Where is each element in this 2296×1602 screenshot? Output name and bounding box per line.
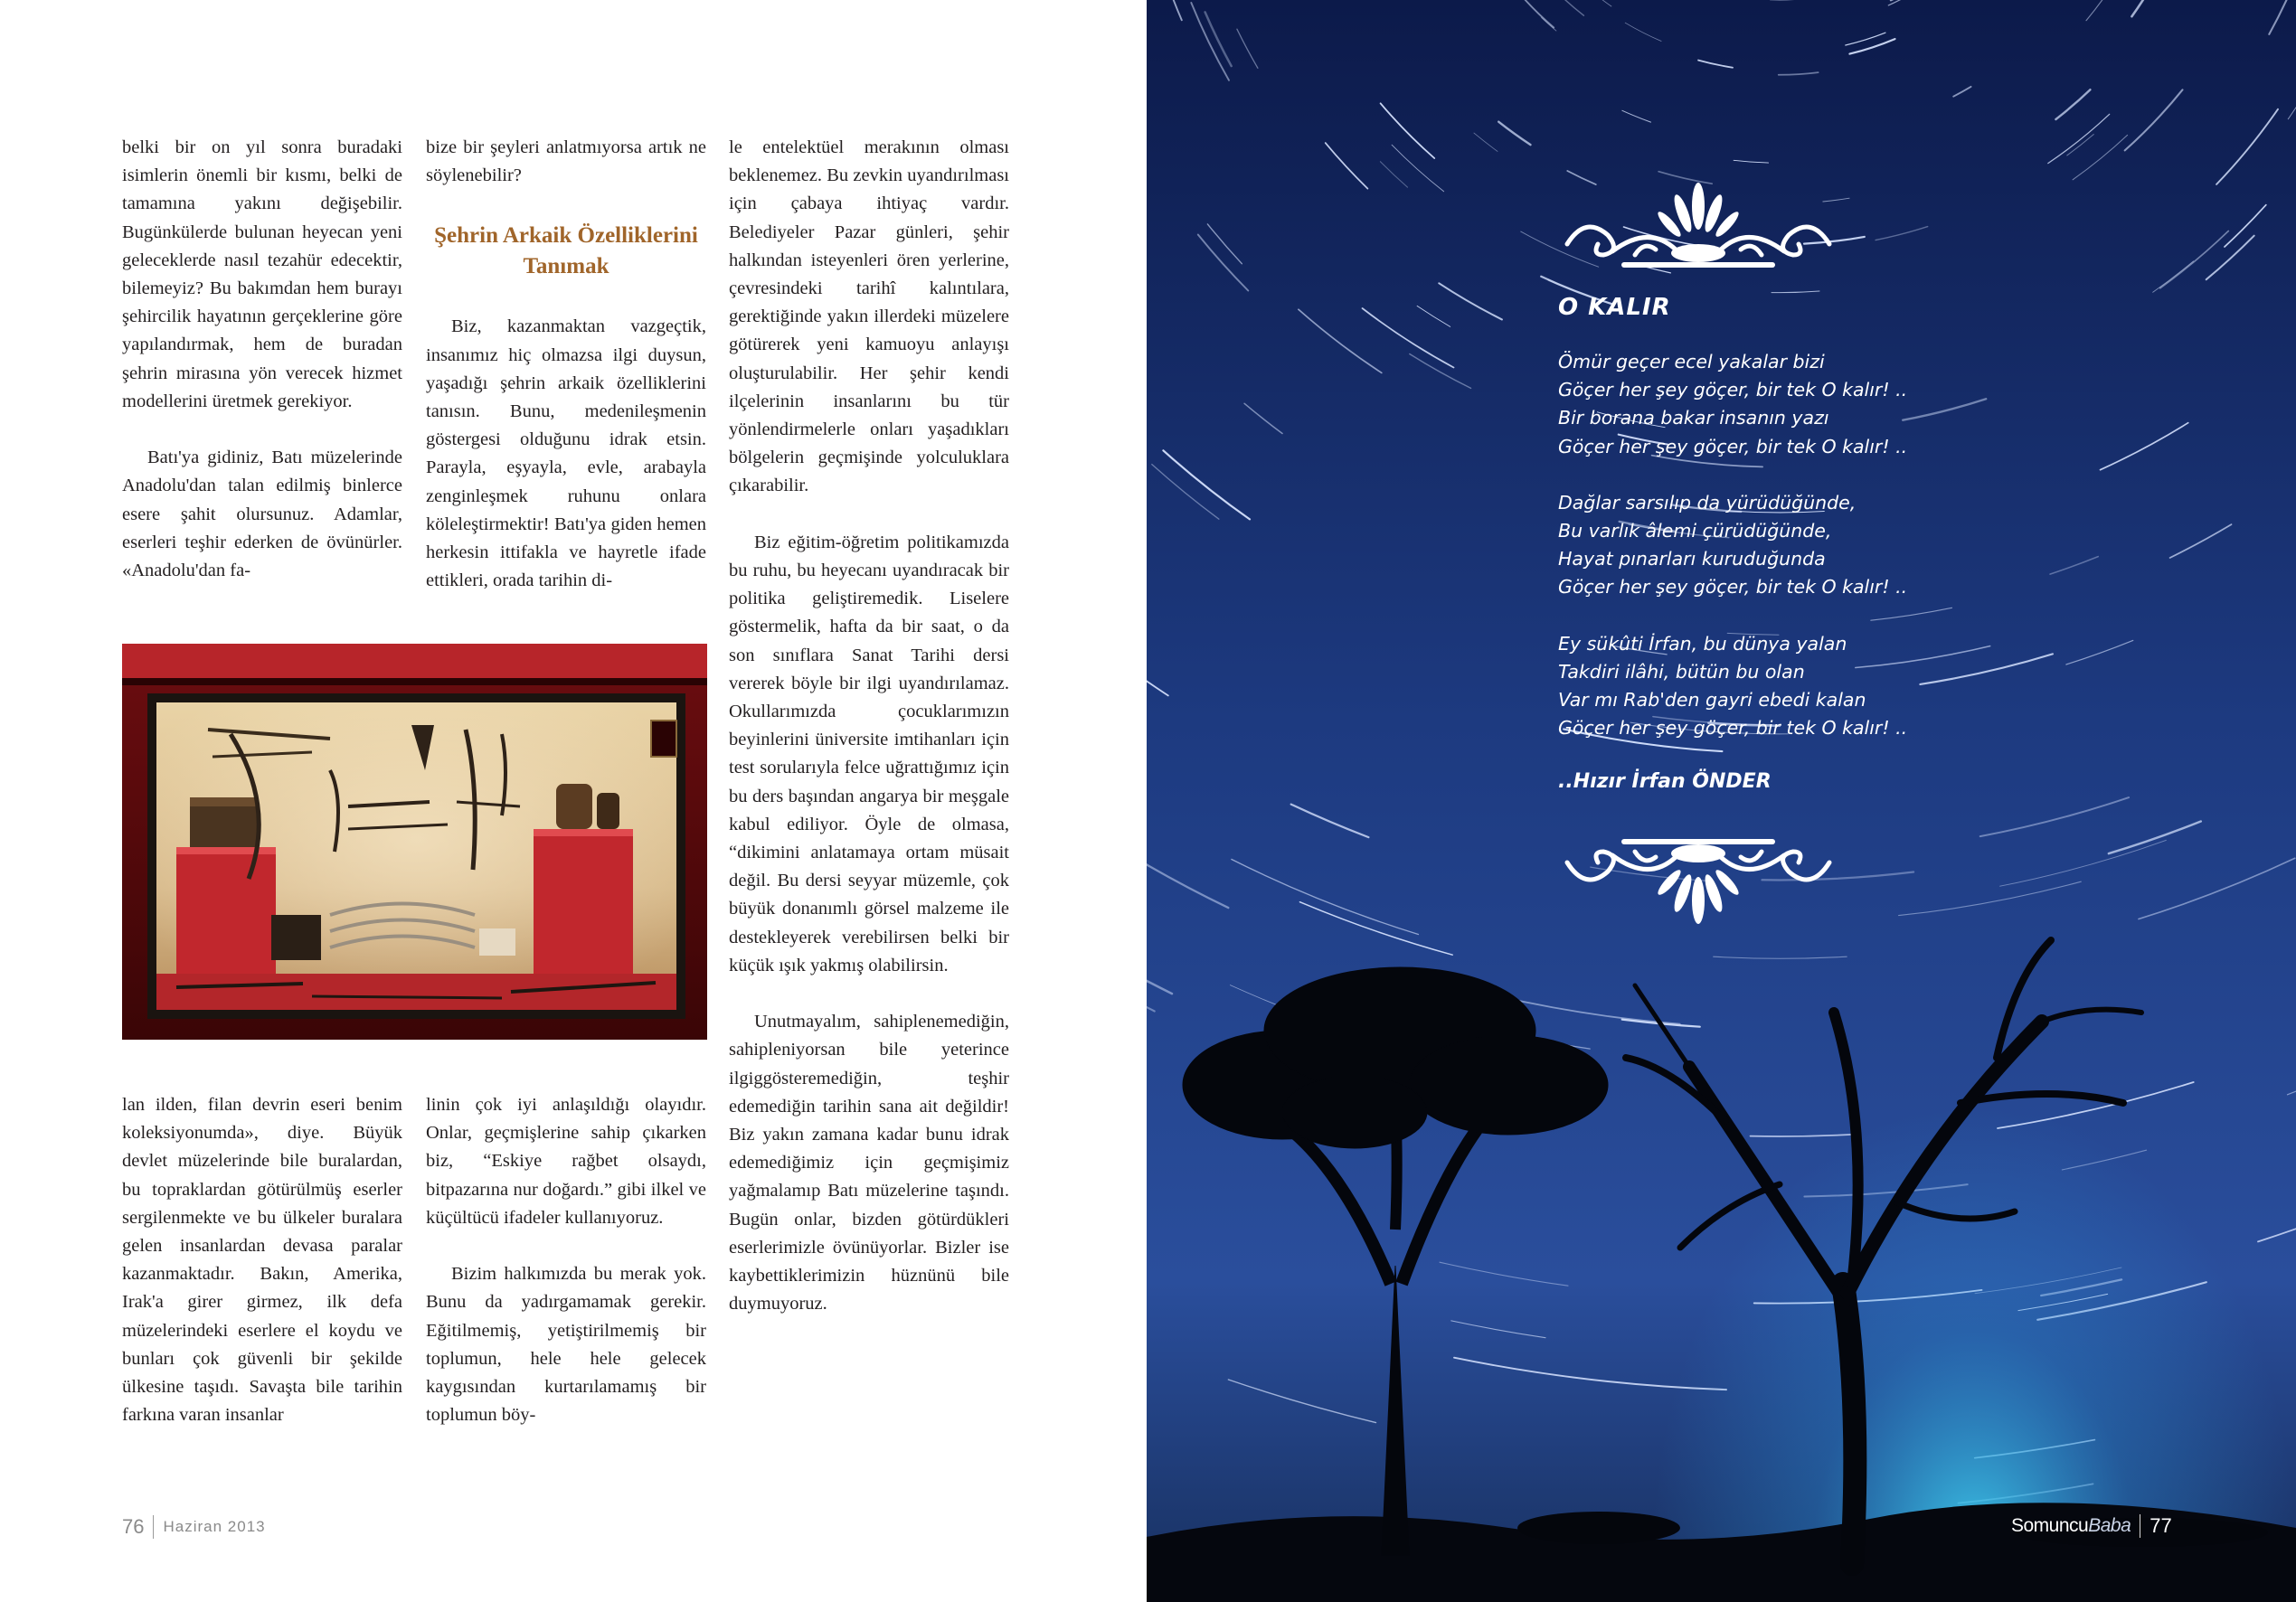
- page-number: 77: [2150, 1514, 2172, 1537]
- poem-title: O KALIR: [1558, 294, 1671, 321]
- floral-ornament-icon: [1558, 828, 1838, 928]
- paragraph: Biz, kazanmaktan vazgeçtik, insanımız hiç olmazsa ilgi duysun, yaşadığı şehrin arkaik özelliklerini tanısın. Bunu, medenileşmenin göstergesi olduğunu idrak etsin. Parayla, eşyayla, evle, arabayla zenginleşmek ruhunu onlara köleleştirmektir! Batı'ya giden hemen herkesin ittifakla ve hayretle ifade ettikleri, orada tarihin di-: [426, 316, 706, 591]
- poem-line: Göçer her şey göçer, bir tek O kalır! ..: [1558, 576, 1908, 598]
- paragraph: Unutmayalım, sahiplenemediğin, sahipleniyorsan bile yeterince ilgiggösteremediğin, teşhir edemediğin tarihin sana ait değildir! Biz yakın zamana kadar bunu idrak edemediğimiz için geçmişimiz yağmalamıp Batı müzelerine taşındı. Bugün onlar, bizden götürdükleri eserlerimizle övünüyorlar. Bizler ise kaybettiklerimizin hüznünü bile duymuyoruz.: [729, 1012, 1009, 1315]
- right-page: [1147, 0, 2296, 1602]
- paragraph: Biz eğitim-öğretim politikamızda bu ruhu, bu heyecanı uyandıracak bir politika geliştiremedik. Liselere göstermelik, hafta da bir saat, o da son sınıflara Sanat Tarihi dersi vererek böyle bir ilgi uyandırılamaz. Okullarımızda çocuklarımızın beyinlerini üniversite imtihanları için test sorularıyla felce uğrattığımız için bu ders başından angarya bir meşgale kabul ediliyor. Öyle de olmasa, “dikimini anlatamaya ortam müsait değil. Bu dersi seyyar müzemle, çok büyük donanımlı görsel malzeme ile destekleyerek verebilirsen belki bir küçük ışık yakmış olabilirsin.: [729, 532, 1009, 975]
- magazine-brand-part1: Somuncu: [2011, 1515, 2089, 1536]
- poem-stanza: [1558, 489, 1956, 602]
- paragraph: bize bir şeyleri anlatmıyorsa artık ne söylenebilir?: [426, 137, 706, 186]
- poem-block: [1558, 294, 1956, 793]
- magazine-brand-part2: Baba: [2088, 1515, 2131, 1536]
- floral-ornament-icon: [1558, 179, 1838, 278]
- poem-line: Bu varlık âlemi çürüdüğünde,: [1558, 520, 1832, 542]
- museum-display-photo: [122, 644, 707, 1040]
- poem-stanza: [1558, 630, 1956, 743]
- article-column-2-top: [426, 134, 706, 595]
- museum-showcase-image: [122, 644, 707, 1040]
- poem-line: Göçer her şey göçer, bir tek O kalır! ..: [1558, 379, 1908, 401]
- poem-line: Ey sükûti İrfan, bu dünya yalan: [1558, 632, 1847, 655]
- poem-author: ..Hızır İrfan ÖNDER: [1558, 770, 1772, 794]
- poem-line: Hayat pınarları kuruduğunda: [1558, 548, 1826, 570]
- poem-line: Dağlar sarsılıp da yürüdüğünde,: [1558, 491, 1857, 514]
- article-column-1-top: [122, 134, 402, 585]
- paragraph: Batı'ya gidiniz, Batı müzelerinde Anadolu'dan talan edilmiş binlerce esere şahit olursunuz. Adamlar, eserleri teşhir ederken de övünürler. «Anadolu'dan fa-: [122, 448, 402, 581]
- poem-line: Takdiri ilâhi, bütün bu olan: [1558, 660, 1805, 683]
- poem-stanza: [1558, 348, 1956, 461]
- article-column-2-bottom: [426, 1091, 706, 1429]
- issue-date: Haziran 2013: [163, 1518, 266, 1535]
- page-number: 76: [122, 1515, 145, 1538]
- left-page: [0, 0, 1147, 1602]
- section-heading: Şehrin Arkaik Özelliklerini Tanımak: [434, 223, 698, 279]
- poem-line: Var mı Rab'den gayri ebedi kalan: [1558, 689, 1866, 711]
- paragraph: Bizim halkımızda bu merak yok. Bunu da yadırgamamak gerekir. Eğitilmemiş, yetiştirilmemiş bir toplumun, hele hele gelecek kaygısından kurtarılamamış bir toplumun böy-: [426, 1264, 706, 1426]
- paragraph: belki bir on yıl sonra buradaki isimlerin önemli bir kısmı, belki de tamamına yakını değişebilir. Bugünkülerde bulunan heyecan yeni geleceklerde nasıl tezahür edecektir, bilemeyiz? Bu bakımdan hem burayı şehircilik hayatının gerçeklerine göre yapılandırmak, hem de buradan şehrin mirasına yön verecek hizmet modellerini üretmek gerekiyor.: [122, 137, 402, 411]
- poem-line: Ömür geçer ecel yakalar bizi: [1558, 351, 1825, 372]
- article-column-1-bottom: [122, 1091, 402, 1429]
- poem-line: Göçer her şey göçer, bir tek O kalır! ..: [1558, 435, 1908, 457]
- paragraph: lan ilden, filan devrin eseri benim koleksiyonumda», diye. Büyük devlet müzelerinde bile buralardan, bu topraklardan götürülmüş eserler sergilenmekte ve bu ülkeler buralara gelen insanlardan devasa paralar kazanmaktadır. Bakın, Amerika, Irak'a girer girmez, ilk defa müzelerindeki eserlere el koydu ve bunları çok güvenli bir şekilde ülkesine taşıdı. Savaşta bile tarihin farkına varan insanlar: [122, 1095, 402, 1426]
- article-column-3: [729, 134, 1009, 1319]
- page-footer-left: [122, 1514, 266, 1540]
- paragraph: linin çok iyi anlaşıldığı olayıdır. Onlar, geçmişlerine sahip çıkarken biz, “Eskiye rağbet olsaydı, bitpazarına nur doğardı.” gibi ilkel ve küçültücü ifadeler kullanıyoruz.: [426, 1095, 706, 1228]
- divider: [153, 1515, 154, 1539]
- poem-line: Göçer her şey göçer, bir tek O kalır! ..: [1558, 717, 1908, 740]
- page-footer-right: [2011, 1512, 2172, 1541]
- poem-line: Bir borana bakar insanın yazı: [1558, 407, 1829, 429]
- paragraph: le entelektüel merakının olması beklenemez. Bu zevkin uyandırılması için çabaya ihtiyaç vardır. Belediyeler Pazar günleri, şehir halkından isteyenleri ören yerlerine, çevresindeki tarihî kalıntılara, gerektiğinde yakın illerdeki müzelere götürerek yeni kamuoyu anlayışı oluşturulabilir. Her şehir kendi ilçelerinin insanlarını bu tür yönlendirmelerle onları yaşadıkları bölgelerin geçmişinde yolculuklara çıkarabilir.: [729, 137, 1009, 496]
